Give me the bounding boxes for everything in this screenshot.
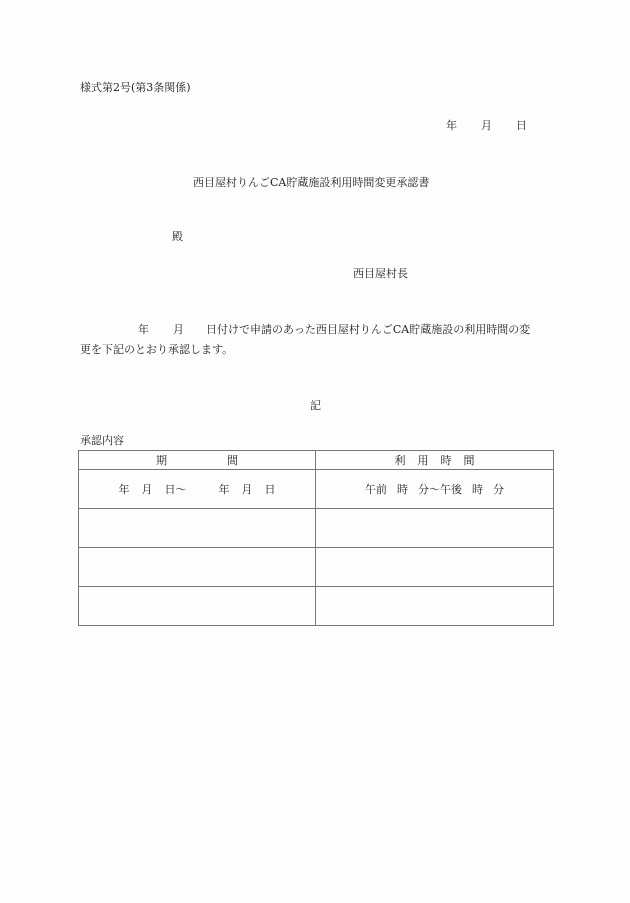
period-cell[interactable] (79, 470, 316, 509)
period-day-to: 日 (264, 483, 276, 496)
date-line (446, 119, 527, 133)
date-year: 年 (446, 119, 457, 132)
period-month-from: 月 (141, 483, 153, 496)
period-day-from: 日〜 (164, 483, 187, 496)
approval-label: 承認内容 (80, 434, 124, 447)
period-year-to: 年 (218, 483, 230, 496)
approval-table (78, 450, 554, 626)
time-minute-to: 分 (493, 483, 504, 496)
time-hour-to: 時 (472, 483, 483, 496)
body-month: 月 (173, 323, 184, 336)
ki-heading: 記 (310, 399, 321, 412)
table-row (79, 587, 554, 626)
body-year: 年 (138, 323, 149, 336)
table-header-row (79, 451, 554, 470)
time-cell[interactable] (316, 509, 554, 548)
table-row (79, 509, 554, 548)
header-char: 用 (417, 454, 429, 467)
body-line-2: 更を下記のとおり承認します。 (80, 343, 234, 356)
body-line-1 (138, 323, 530, 337)
header-char: 期 (156, 454, 167, 467)
body-text-1: 日付けで申請のあった西目屋村りんごCA貯蔵施設の利用時間の変 (206, 323, 531, 336)
time-minute-from: 分〜午後 (418, 483, 462, 496)
table-row (79, 470, 554, 509)
time-cell[interactable] (316, 548, 554, 587)
issuer: 西目屋村長 (353, 267, 408, 280)
time-hour-from: 時 (397, 483, 408, 496)
period-year-from: 年 (118, 483, 130, 496)
period-cell[interactable] (79, 587, 316, 626)
header-period (79, 451, 316, 470)
header-char: 時 (440, 454, 452, 467)
date-month: 月 (481, 119, 492, 132)
period-month-to: 月 (241, 483, 253, 496)
time-cell[interactable] (316, 587, 554, 626)
header-char: 間 (227, 454, 238, 467)
header-usage-time (316, 451, 554, 470)
period-cell[interactable] (79, 548, 316, 587)
header-char: 間 (463, 454, 475, 467)
header-char: 利 (394, 454, 406, 467)
time-am: 午前 (365, 483, 387, 496)
form-number: 様式第2号(第3条関係) (80, 81, 191, 94)
table-row (79, 548, 554, 587)
period-cell[interactable] (79, 509, 316, 548)
date-day: 日 (516, 119, 527, 132)
addressee: 殿 (172, 230, 183, 243)
time-cell[interactable] (316, 470, 554, 509)
document-title: 西目屋村りんごCA貯蔵施設利用時間変更承認書 (193, 176, 430, 189)
